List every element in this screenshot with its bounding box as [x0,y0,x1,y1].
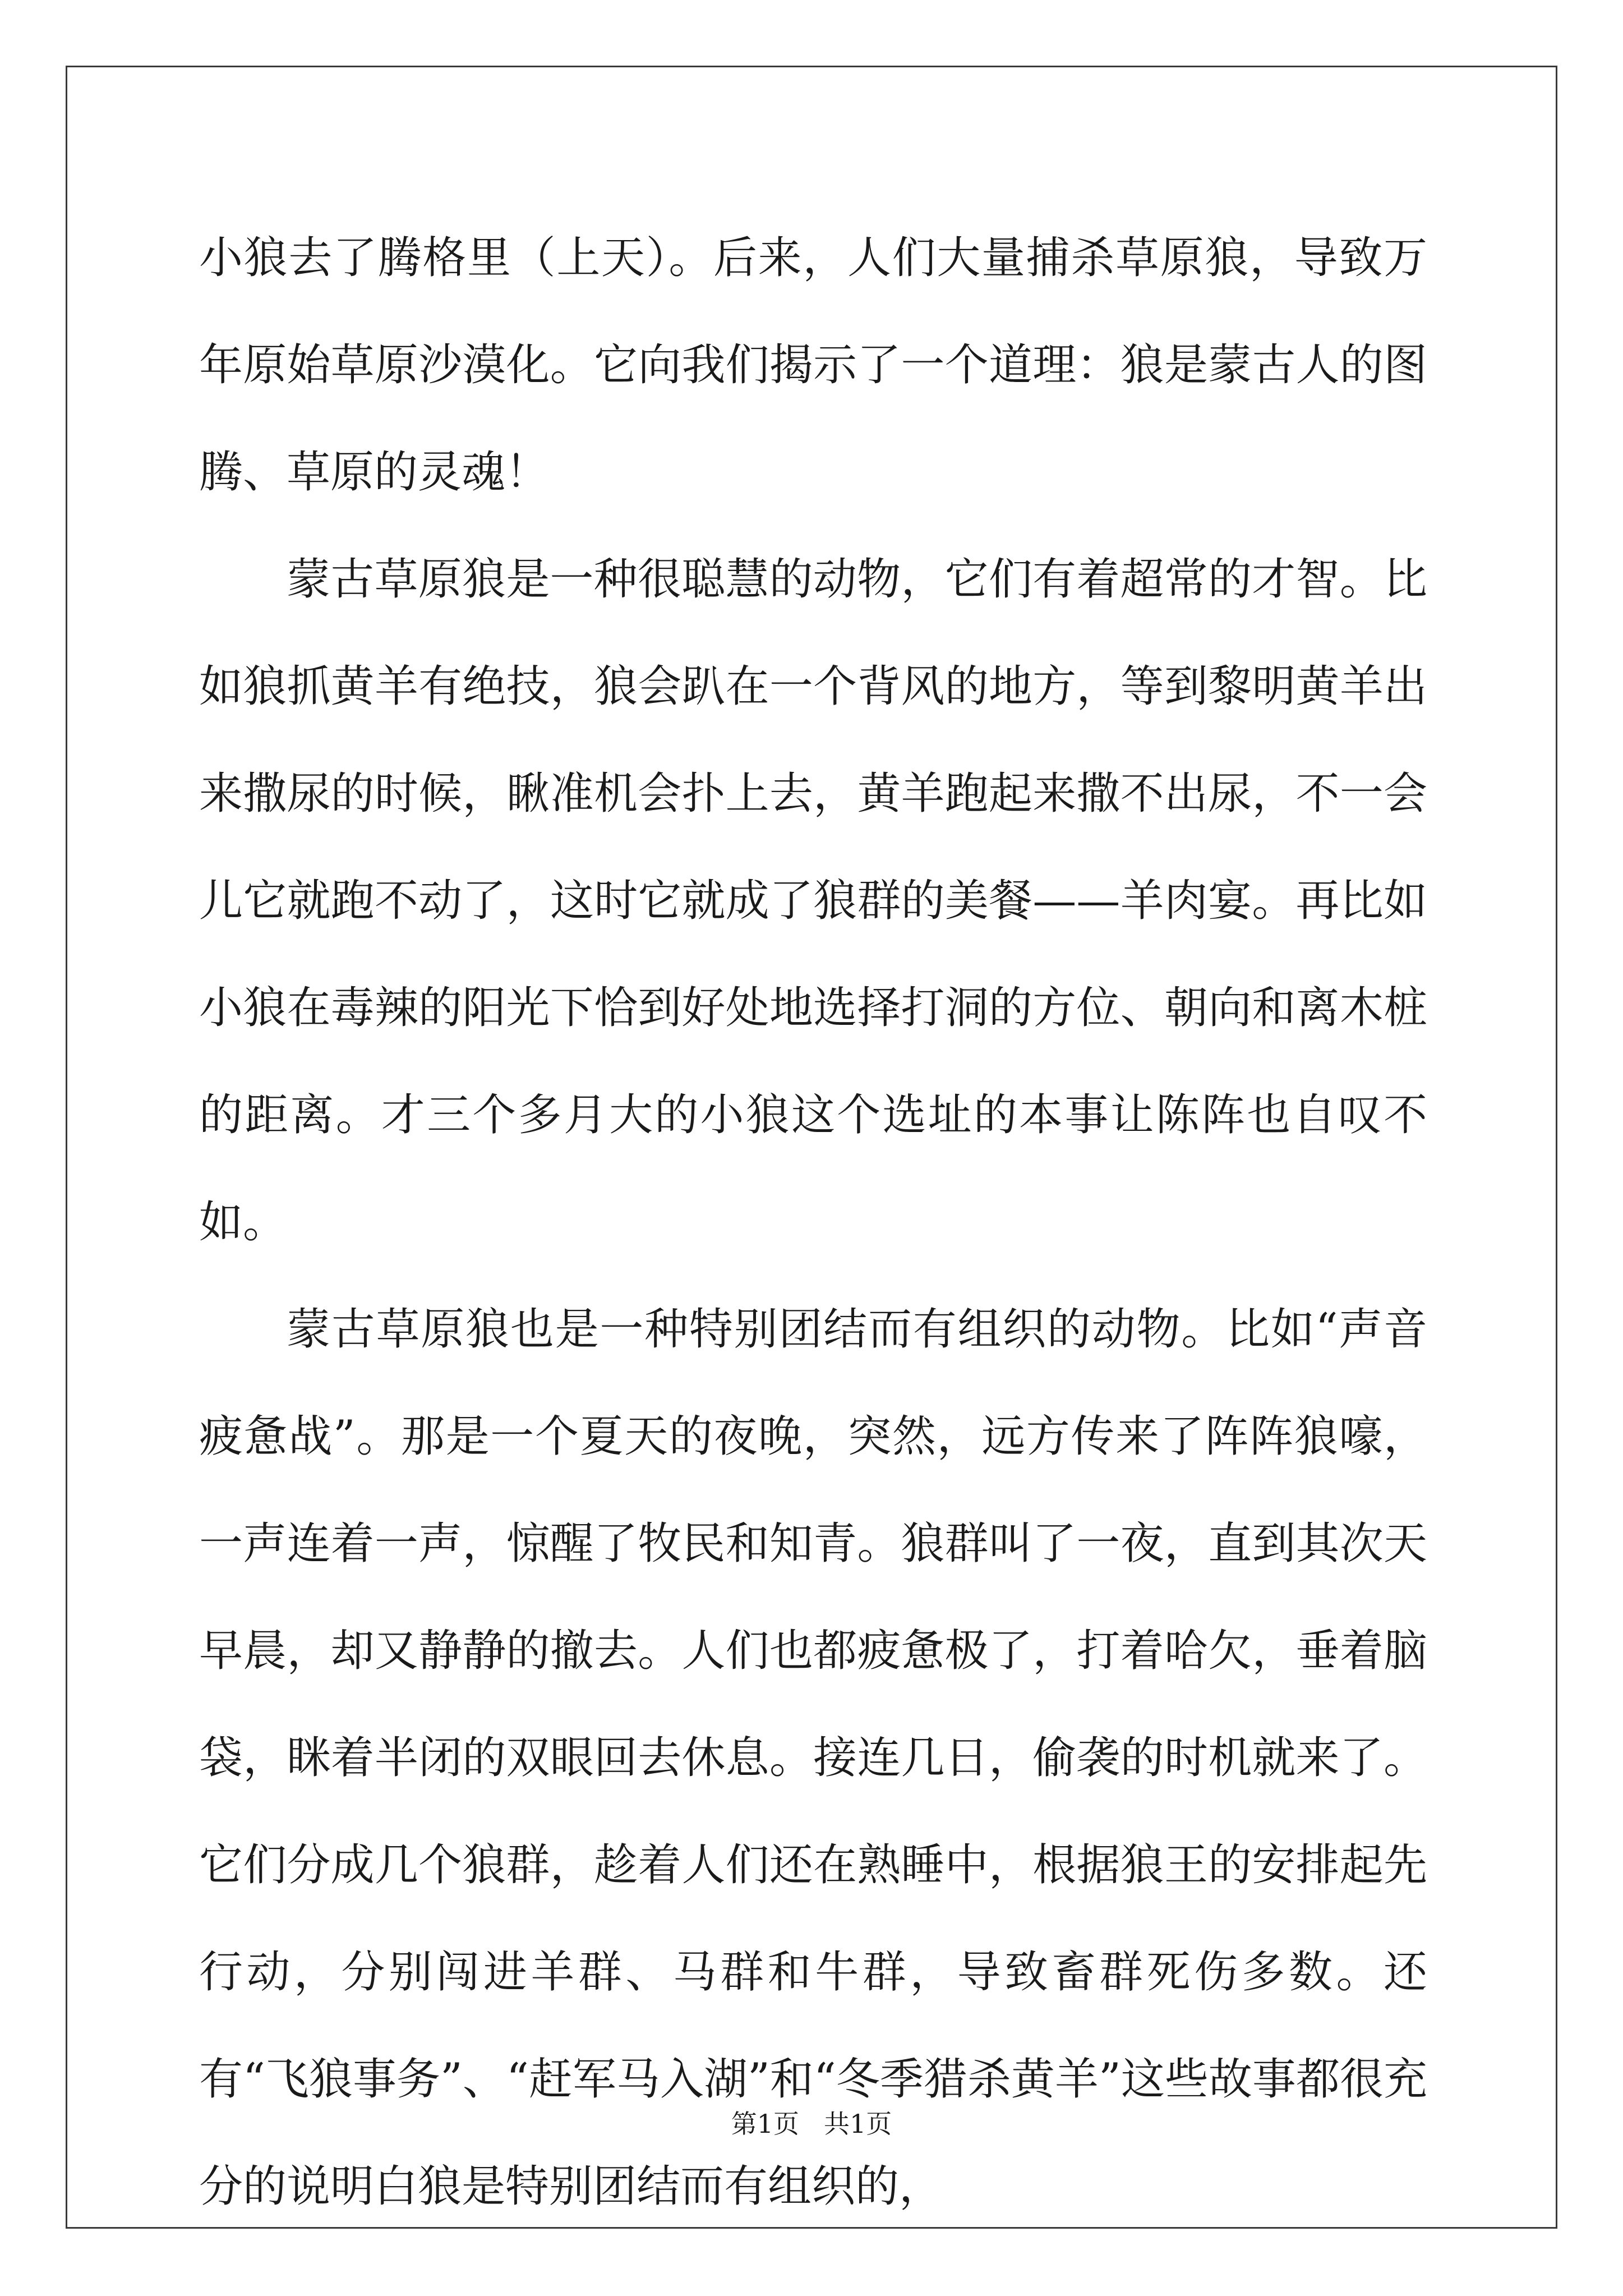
total-pages: 共1页 [823,2109,892,2139]
paragraph-2: 蒙古草原狼是一种很聪慧的动物，它们有着超常的才智。比如狼抓黄羊有绝技，狼会趴在一个背风的地方，等到黎明黄羊出来撒尿的时候，瞅准机会扑上去，黄羊跑起来撒不出尿，不一会儿它就跑不动了，这时它就成了狼群的美餐——羊肉宴。再比如小狼在毒辣的阳光下恰到好处地选择打洞的方位、朝向和离木桩的距离。才三个多月大的小狼这个选址的本事让陈阵也自叹不如。 [199,554,1427,1248]
paragraph-1: 小狼去了腾格里（上天）。后来，人们大量捕杀草原狼，导致万年原始草原沙漠化。它向我们揭示了一个道理：狼是蒙古人的图腾、草原的灵魂！ [199,233,1427,498]
document-body [199,205,1427,2240]
footer-separator [799,2109,824,2139]
page-number: 第1页 [731,2109,800,2139]
paragraph-3: 蒙古草原狼也是一种特别团结而有组织的动物。比如“声音疲惫战”。那是一个夏天的夜晚，突然，远方传来了阵阵狼嚎，一声连着一声，惊醒了牧民和知青。狼群叫了一夜，直到其次天早晨，却又静静的撤去。人们也都疲惫极了，打着哈欠，垂着脑袋，眯着半闭的双眼回去休息。接连几日，偷袭的时机就来了。它们分成几个狼群，趁着人们还在熟睡中，根据狼王的安排起先行动，分别闯进羊群、马群和牛群，导致畜群死伤多数。还有“飞狼事务”、“赶军马入湖”和“冬季猎杀黄羊”这些故事都很充分的说明白狼是特别团结而有组织的， [199,1304,1427,2212]
page-footer [0,2104,1623,2141]
